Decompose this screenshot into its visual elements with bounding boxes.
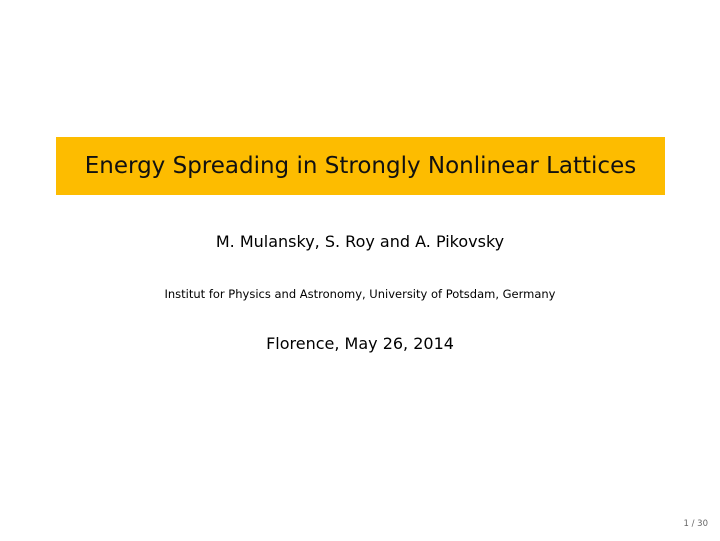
presentation-date: Florence, May 26, 2014 [266, 334, 454, 353]
institute: Institut for Physics and Astronomy, University of Potsdam, Germany [164, 287, 556, 301]
page-number: 1 / 30 [683, 519, 708, 529]
authors: M. Mulansky, S. Roy and A. Pikovsky [215, 232, 505, 251]
presentation-title: Energy Spreading in Strongly Nonlinear Lattices [84, 152, 637, 179]
title-banner [56, 137, 665, 195]
